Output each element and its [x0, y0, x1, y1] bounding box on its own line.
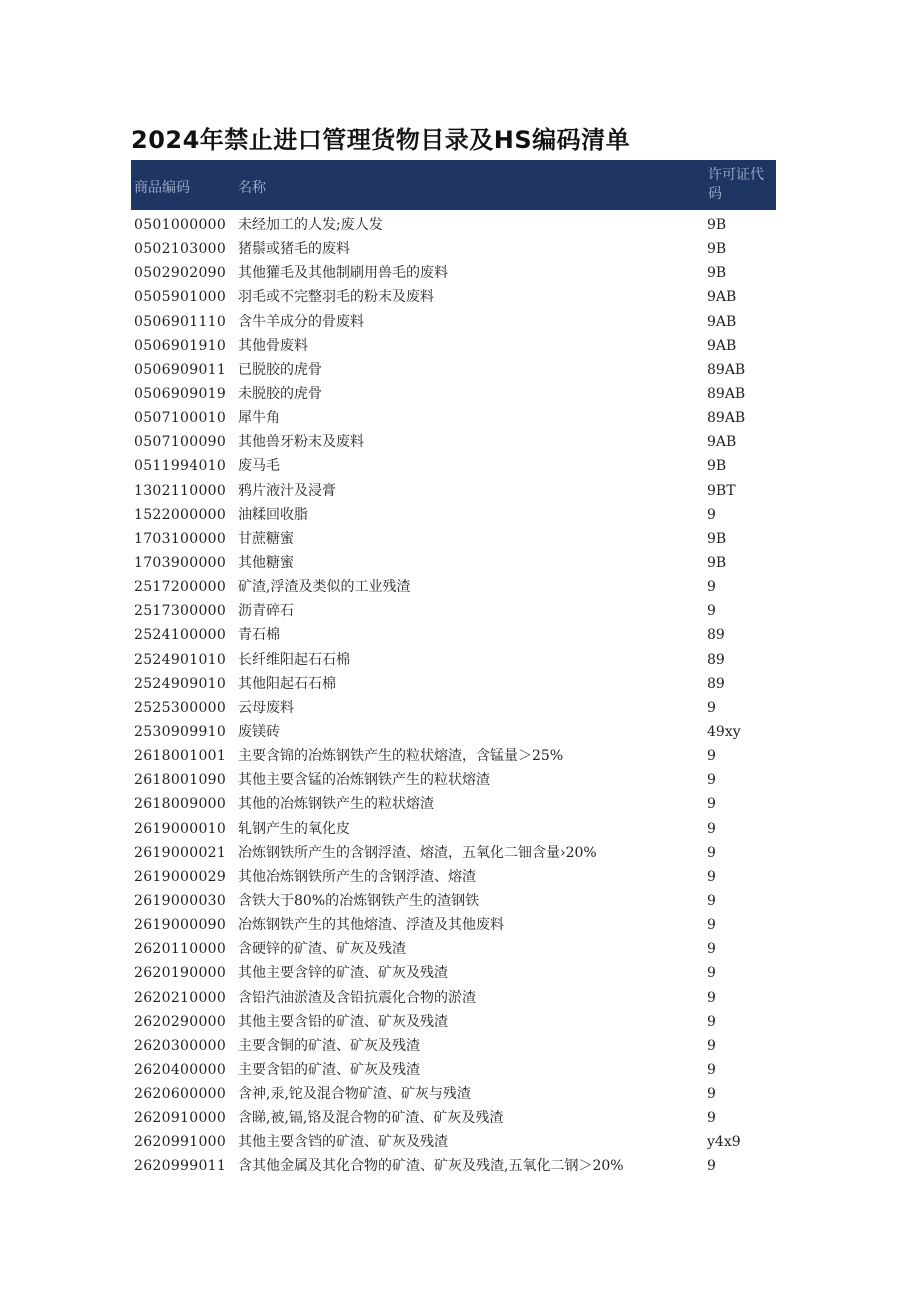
- cell-license-code: 89: [707, 651, 725, 668]
- cell-name: 其他主要含锌的矿渣、矿灰及残渣: [238, 965, 448, 982]
- cell-license-code: 9B: [707, 265, 727, 282]
- cell-commodity-code: 1703100000: [134, 530, 227, 547]
- cell-license-code: 9: [707, 820, 716, 837]
- table-row: [131, 648, 776, 672]
- cell-license-code: y4x9: [707, 1134, 741, 1151]
- cell-name: 含牛羊成分的骨废料: [238, 313, 364, 330]
- table-row: [131, 1058, 776, 1082]
- cell-name: 含神,汞,铊及混合物矿渣、矿灰与残渣: [238, 1086, 471, 1103]
- table-row: [131, 454, 776, 478]
- cell-license-code: 9: [707, 1037, 716, 1054]
- cell-commodity-code: 2620210000: [134, 989, 227, 1006]
- table-row: [131, 1082, 776, 1106]
- cell-license-code: 89AB: [707, 385, 746, 402]
- cell-name: 犀牛角: [238, 410, 280, 427]
- cell-license-code: 9B: [707, 217, 727, 233]
- table-row: [131, 575, 776, 599]
- cell-commodity-code: 2517300000: [134, 603, 227, 620]
- cell-commodity-code: 0502902090: [134, 265, 227, 282]
- cell-license-code: 89: [707, 675, 725, 692]
- table-row: [131, 768, 776, 792]
- cell-name: 未脱胶的虎骨: [238, 385, 322, 402]
- cell-name: 其他骨废料: [238, 337, 308, 354]
- table-row: [131, 334, 776, 358]
- cell-commodity-code: 0511994010: [134, 458, 227, 475]
- cell-license-code: 9: [707, 868, 716, 885]
- cell-license-code: 9B: [707, 458, 727, 475]
- cell-name: 主要含铜的矿渣、矿灰及残渣: [238, 1037, 420, 1054]
- cell-name: 其他主要含铛的矿渣、矿灰及残渣: [238, 1134, 448, 1151]
- cell-commodity-code: 0506901110: [134, 313, 227, 330]
- cell-commodity-code: 2530909910: [134, 723, 227, 740]
- cell-license-code: 9AB: [707, 313, 737, 330]
- cell-license-code: 9: [707, 1110, 716, 1127]
- cell-commodity-code: 2524901010: [134, 651, 227, 668]
- cell-license-code: 9B: [707, 241, 727, 258]
- cell-license-code: 9B: [707, 554, 727, 571]
- cell-name: 其他獾毛及其他制刷用兽毛的废料: [238, 265, 448, 282]
- table-row: [131, 841, 776, 865]
- cell-name: 轧钢产生的氧化皮: [238, 820, 350, 837]
- cell-license-code: 9: [707, 603, 716, 620]
- cell-license-code: 9: [707, 1158, 716, 1175]
- cell-commodity-code: 0501000000: [134, 217, 227, 233]
- cell-name: 含睇,被,镉,铬及混合物的矿渣、矿灰及残渣: [238, 1110, 504, 1127]
- table-row: [131, 817, 776, 841]
- cell-license-code: 9: [707, 1013, 716, 1030]
- table-row: [131, 720, 776, 744]
- cell-license-code: 49xy: [707, 723, 741, 740]
- cell-license-code: 9AB: [707, 337, 737, 354]
- cell-license-code: 89: [707, 627, 725, 644]
- cell-commodity-code: 1302110000: [134, 482, 227, 499]
- table-row: [131, 237, 776, 261]
- cell-name: 主要含锦的冶炼钢铁产生的粒状熔渣，含锰量＞25%: [238, 748, 564, 765]
- cell-commodity-code: 1703900000: [134, 554, 227, 571]
- table-row: [131, 961, 776, 985]
- cell-commodity-code: 0506909019: [134, 385, 227, 402]
- table-row: [131, 213, 776, 237]
- cell-name: 含其他金属及其化合物的矿渣、矿灰及残渣,五氧化二钢＞20%: [238, 1158, 624, 1175]
- table-row: [131, 1010, 776, 1034]
- cell-name: 含铁大于80%的冶炼钢铁产生的渣钢铁: [238, 892, 480, 909]
- cell-commodity-code: 2524909010: [134, 675, 227, 692]
- cell-name: 其他糖蜜: [238, 554, 294, 571]
- table-row: [131, 889, 776, 913]
- table-row: [131, 672, 776, 696]
- cell-commodity-code: 2618001090: [134, 772, 227, 789]
- cell-name: 已脱胶的虎骨: [238, 361, 322, 378]
- table-row: [131, 285, 776, 309]
- cell-license-code: 9: [707, 579, 716, 596]
- cell-commodity-code: 2620300000: [134, 1037, 227, 1054]
- cell-commodity-code: 2619000010: [134, 820, 227, 837]
- cell-license-code: 9: [707, 748, 716, 765]
- cell-license-code: 9: [707, 941, 716, 958]
- table-row: [131, 1034, 776, 1058]
- cell-license-code: 9AB: [707, 434, 737, 451]
- table-row: [131, 382, 776, 406]
- table-row: [131, 1130, 776, 1154]
- cell-commodity-code: 2620999011: [134, 1158, 227, 1175]
- table-row: [131, 261, 776, 285]
- header-commodity-code: 商品编码: [134, 180, 190, 196]
- header-name: 名称: [238, 180, 266, 196]
- cell-name: 未经加工的人发;废人发: [238, 217, 383, 233]
- table-row: [131, 913, 776, 937]
- cell-commodity-code: 2619000030: [134, 892, 227, 909]
- cell-name: 沥青碎石: [238, 603, 294, 620]
- cell-name: 猪鬃或猪毛的废料: [238, 241, 350, 258]
- cell-commodity-code: 0506909011: [134, 361, 227, 378]
- cell-name: 其他兽牙粉末及废料: [238, 434, 364, 451]
- cell-commodity-code: 2620600000: [134, 1086, 227, 1103]
- cell-license-code: 9AB: [707, 289, 737, 306]
- cell-name: 鸦片液汁及浸膏: [238, 482, 336, 499]
- cell-name: 其他主要含锰的冶炼钢铁产生的粒状熔渣: [238, 772, 490, 789]
- cell-license-code: 9: [707, 772, 716, 789]
- cell-name: 含铅汽油淤渣及含铅抗震化合物的淤渣: [238, 989, 476, 1006]
- table-row: [131, 623, 776, 647]
- table-row: [131, 406, 776, 430]
- cell-commodity-code: 0506901910: [134, 337, 227, 354]
- cell-commodity-code: 2620991000: [134, 1134, 227, 1151]
- cell-name: 其他冶炼钢铁所产生的含钢浮渣、熔渣: [238, 868, 476, 885]
- cell-name: 其他阳起石石棉: [238, 675, 336, 692]
- table-row: [131, 792, 776, 816]
- cell-commodity-code: 2620910000: [134, 1110, 227, 1127]
- table-row: [131, 503, 776, 527]
- cell-commodity-code: 2620110000: [134, 941, 227, 958]
- cell-license-code: 89AB: [707, 410, 746, 427]
- header-license-code: 许可证代码: [708, 167, 764, 202]
- cell-license-code: 9: [707, 1061, 716, 1078]
- table-row: [131, 696, 776, 720]
- document-title: 2024年禁止进口管理货物目录及HS编码清单: [131, 126, 631, 154]
- cell-commodity-code: 0505901000: [134, 289, 227, 306]
- cell-name: 油糅回收脂: [238, 506, 308, 523]
- cell-name: 废镁砖: [238, 723, 280, 740]
- cell-commodity-code: 1522000000: [134, 506, 227, 523]
- cell-name: 主要含铝的矿渣、矿灰及残渣: [238, 1061, 420, 1078]
- cell-commodity-code: 2524100000: [134, 627, 227, 644]
- cell-name: 其他主要含铅的矿渣、矿灰及残渣: [238, 1013, 448, 1030]
- cell-commodity-code: 2525300000: [134, 699, 227, 716]
- cell-commodity-code: 2619000090: [134, 917, 227, 934]
- cell-name: 云母废料: [238, 699, 294, 716]
- table-row: [131, 358, 776, 382]
- cell-license-code: 9: [707, 892, 716, 909]
- cell-name: 矿渣,浮渣及类似的工业残渣: [238, 579, 411, 596]
- cell-name: 羽毛或不完整羽毛的粉末及废料: [238, 289, 434, 306]
- cell-commodity-code: 2619000021: [134, 844, 227, 861]
- table-row: [131, 937, 776, 961]
- cell-commodity-code: 2517200000: [134, 579, 227, 596]
- cell-name: 冶炼钢铁产生的其他熔渣、浮渣及其他废料: [238, 917, 504, 934]
- cell-commodity-code: 2620290000: [134, 1013, 227, 1030]
- table-header: [131, 160, 776, 210]
- table-body: [131, 213, 776, 1179]
- table-row: [131, 1106, 776, 1130]
- cell-license-code: 89AB: [707, 361, 746, 378]
- table-row: [131, 310, 776, 334]
- cell-name: 废马毛: [238, 458, 280, 475]
- cell-license-code: 9: [707, 1086, 716, 1103]
- table-row: [131, 430, 776, 454]
- cell-commodity-code: 2619000029: [134, 868, 227, 885]
- table-row: [131, 527, 776, 551]
- table-row: [131, 1154, 776, 1178]
- cell-commodity-code: 0507100010: [134, 410, 227, 427]
- cell-commodity-code: 0507100090: [134, 434, 227, 451]
- cell-license-code: 9: [707, 796, 716, 813]
- cell-license-code: 9: [707, 965, 716, 982]
- table-row: [131, 865, 776, 889]
- cell-name: 含硬锌的矿渣、矿灰及残渣: [238, 941, 406, 958]
- cell-name: 长纤维阳起石石棉: [238, 651, 350, 668]
- cell-license-code: 9: [707, 917, 716, 934]
- cell-commodity-code: 2620190000: [134, 965, 227, 982]
- cell-license-code: 9: [707, 506, 716, 523]
- cell-license-code: 9BT: [707, 482, 736, 499]
- table-row: [131, 744, 776, 768]
- table-row: [131, 986, 776, 1010]
- cell-license-code: 9B: [707, 530, 727, 547]
- cell-commodity-code: 0502103000: [134, 241, 227, 258]
- cell-license-code: 9: [707, 844, 716, 861]
- cell-name: 其他的冶炼钢铁产生的粒状熔渣: [238, 796, 434, 813]
- table-row: [131, 551, 776, 575]
- table-row: [131, 479, 776, 503]
- cell-license-code: 9: [707, 699, 716, 716]
- cell-commodity-code: 2618001001: [134, 748, 227, 765]
- cell-license-code: 9: [707, 989, 716, 1006]
- cell-commodity-code: 2618009000: [134, 796, 227, 813]
- cell-name: 青石棉: [238, 627, 280, 644]
- cell-commodity-code: 2620400000: [134, 1061, 227, 1078]
- cell-name: 甘蔗糖蜜: [238, 530, 294, 547]
- cell-name: 冶炼钢铁所产生的含钢浮渣、熔渣，五氧化二钿含量›20%: [238, 844, 597, 861]
- table-row: [131, 599, 776, 623]
